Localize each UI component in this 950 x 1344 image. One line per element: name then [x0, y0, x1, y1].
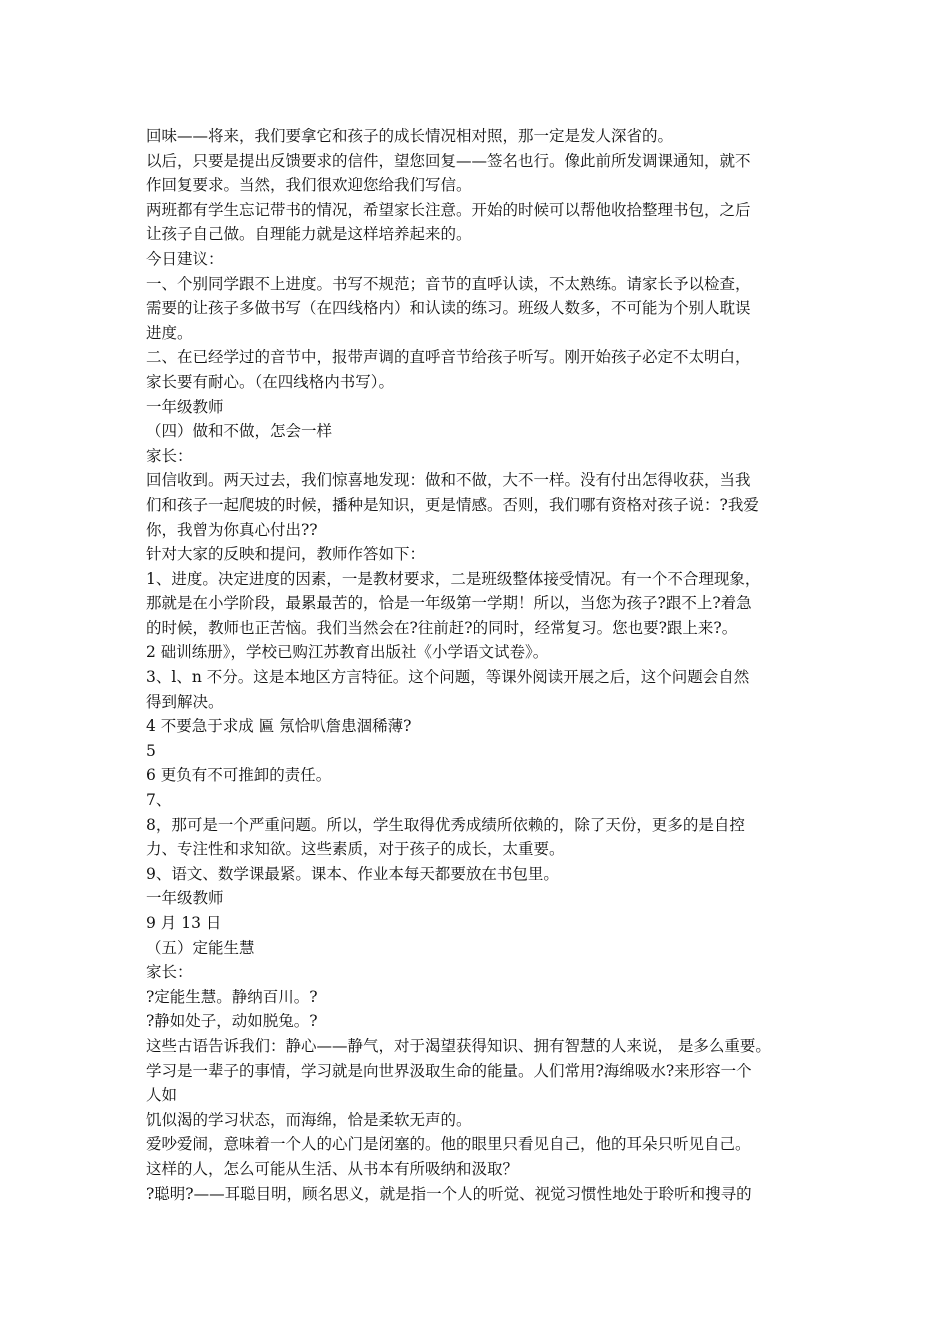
text-line: 两班都有学生忘记带书的情况，希望家长注意。开始的时候可以帮他收拾整理书包，之后 — [146, 200, 751, 219]
text-line: 的时候，教师也正苦恼。我们当然会在?往前赶?的同时，经常复习。您也要?跟上来?。 — [146, 618, 738, 637]
text-line: 那就是在小学阶段，最累最苦的，恰是一年级第一学期！所以，当您为孩子?跟不上?着急 — [146, 594, 752, 613]
text-line: 这些古语告诉我们：静心——静气，对于渴望获得知识、拥有智慧的人来说， 是多么重要。 — [146, 1036, 771, 1055]
text-line: 9、语文、数学课最紧。课本、作业本每天都要放在书包里。 — [146, 864, 559, 883]
text-line: 爱吵爱闹，意味着一个人的心门是闭塞的。他的眼里只看见自己，他的耳朵只听见自己。 — [146, 1135, 751, 1154]
text-line: 2 础训练册》，学校已购江苏教育出版社《小学语文试卷》。 — [146, 643, 549, 662]
text-line: 你，我曾为你真心付出?? — [146, 520, 318, 539]
text-line: ?定能生慧。静纳百川。? — [146, 987, 318, 1006]
text-line: 7、 — [146, 791, 172, 810]
section-heading: （五）定能生慧 — [146, 938, 255, 957]
text-line: 们和孩子一起爬坡的时候，播种是知识，更是情感。否则，我们哪有资格对孩子说：?我爱 — [146, 495, 759, 514]
text-line: 回味——将来，我们要拿它和孩子的成长情况相对照，那一定是发人深省的。 — [146, 127, 674, 145]
signature: 一年级教师 — [146, 397, 224, 416]
text-line: 回信收到。两天过去，我们惊喜地发现：做和不做，大不一样。没有付出怎得收获，当我 — [146, 471, 751, 490]
text-line: 针对大家的反映和提问，教师作答如下： — [146, 545, 426, 564]
text-line: 让孩子自己做。自理能力就是这样培养起来的。 — [146, 225, 472, 244]
text-line: 人如 — [146, 1086, 178, 1105]
text-line: 6 更负有不可推卸的责任。 — [146, 766, 332, 785]
salutation: 家长： — [146, 963, 193, 982]
salutation: 家长： — [146, 446, 193, 465]
text-line: 1、进度。决定进度的因素，一是教材要求，二是班级整体接受情况。有一个不合理现象， — [146, 569, 761, 588]
text-line: 4 不要急于求成 匾 氖恰叭詹患涸稀薄? — [146, 717, 412, 736]
text-line: 力、专注性和求知欲。这些素质，对于孩子的成长，太重要。 — [146, 840, 565, 859]
text-line: 作回复要求。当然，我们很欢迎您给我们写信。 — [146, 176, 472, 195]
signature: 一年级教师 — [146, 889, 224, 908]
date-line: 9 月 13 日 — [146, 914, 222, 932]
text-line: 家长要有耐心。（在四线格内书写）。 — [146, 372, 395, 391]
text-line: 一、个别同学跟不上进度。书写不规范；音节的直呼认读，不太熟练。请家长予以检查， — [146, 274, 751, 293]
text-line: 得到解决。 — [146, 692, 224, 711]
text-line: ?静如处子，动如脱兔。? — [146, 1012, 318, 1031]
text-line: 二、在已经学过的音节中，报带声调的直呼音节给孩子听写。刚开始孩子必定不太明白， — [146, 348, 751, 367]
text-line: 学习是一辈子的事情，学习就是向世界汲取生命的能量。人们常用?海绵吸水?来形容一个 — [146, 1061, 752, 1080]
text-line: 5 — [146, 741, 156, 760]
section-label: 今日建议： — [146, 249, 224, 268]
text-line: 进度。 — [146, 323, 193, 342]
text-line: 3、l、n 不分。这是本地区方言特征。这个问题，等课外阅读开展之后，这个问题会自然 — [146, 668, 750, 687]
text-line: 需要的让孩子多做书写（在四线格内）和认读的练习。班级人数多，不可能为个别人耽误 — [146, 299, 751, 318]
section-heading: （四）做和不做，怎会一样 — [146, 422, 333, 441]
text-line: 8，那可是一个严重问题。所以，学生取得优秀成绩所依赖的，除了天份，更多的是自控 — [146, 815, 745, 834]
text-line: 以后，只要是提出反馈要求的信件，望您回复——签名也行。像此前所发调课通知，就不 — [146, 151, 751, 170]
document-body — [146, 124, 826, 1206]
text-line: 这样的人，怎么可能从生活、从书本有所吸纳和汲取？ — [146, 1159, 519, 1178]
text-line: 饥似渴的学习状态，而海绵，恰是柔软无声的。 — [146, 1110, 472, 1129]
text-line: ?聪明?——耳聪目明，顾名思义，就是指一个人的听觉、视觉习惯性地处于聆听和搜寻的 — [146, 1184, 752, 1203]
